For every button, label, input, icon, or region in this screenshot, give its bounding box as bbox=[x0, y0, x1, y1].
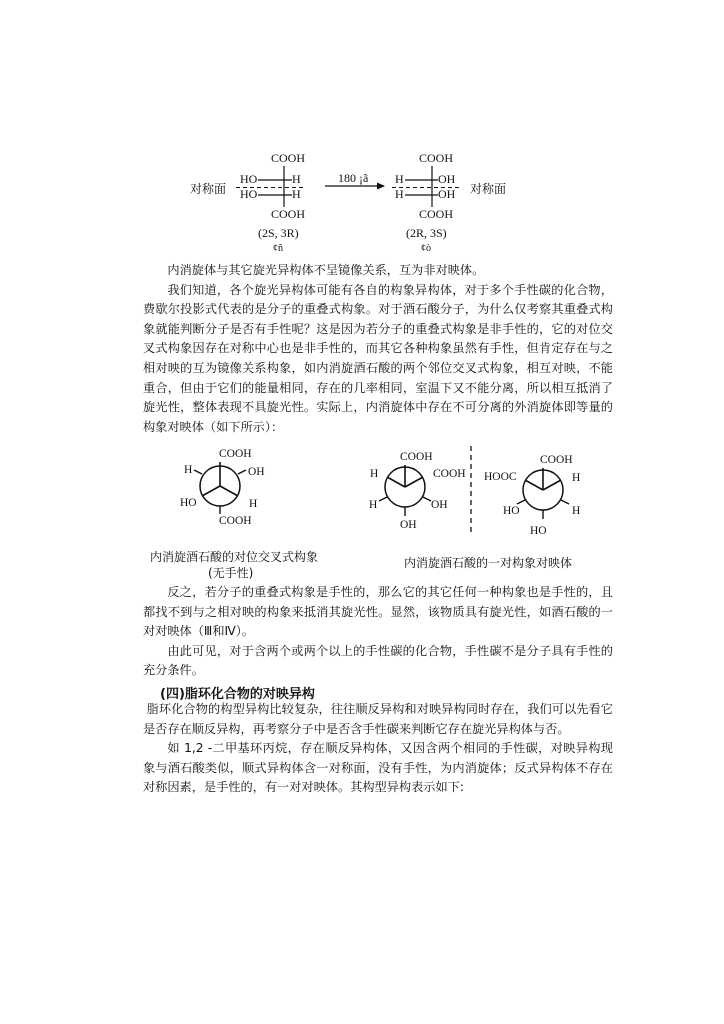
n1-front-right: OH bbox=[248, 466, 265, 478]
fischer-left-config: (2S, 3R) bbox=[258, 226, 299, 240]
n3-front-right: H bbox=[572, 472, 581, 484]
fischer-left-r1-left: HO bbox=[240, 172, 258, 186]
fischer-left-r2-left: HO bbox=[240, 187, 258, 201]
paragraph-block-2 bbox=[143, 583, 613, 681]
newman-3 bbox=[484, 454, 580, 537]
paragraph-block-3 bbox=[143, 700, 613, 798]
fischer-left-r1-right: H bbox=[292, 172, 301, 186]
fischer-right-r2-left: H bbox=[395, 187, 404, 201]
symmetry-plane-label-right: 对称面 bbox=[470, 182, 507, 196]
fischer-right-top: COOH bbox=[419, 151, 454, 165]
rotation-label: 180 ¡ã bbox=[338, 171, 369, 185]
n1-back-right: H bbox=[249, 498, 258, 510]
n2-front-left: H bbox=[370, 468, 379, 480]
n3-front-left: HOOC bbox=[484, 471, 517, 483]
fischer-right-config: (2R, 3S) bbox=[406, 226, 447, 240]
n1-back-left: HO bbox=[180, 497, 197, 509]
n2-top: COOH bbox=[400, 451, 433, 463]
n3-top: COOH bbox=[540, 454, 573, 466]
fischer-right-r1-left: H bbox=[395, 172, 404, 186]
fischer-right-r1-right: OH bbox=[438, 172, 456, 186]
n2-front-right: COOH bbox=[433, 468, 466, 480]
n2-back-left: H bbox=[369, 499, 378, 511]
newman-caption-right: 内消旋酒石酸的一对构象对映体 bbox=[404, 556, 573, 570]
fischer-left-tag: ¢ñ bbox=[273, 243, 283, 254]
paragraph-4: 由此可见，对于含两个或两个以上的手性碳的化合物，手性碳不是分子具有手性的充分条件。 bbox=[143, 643, 613, 678]
n1-top: COOH bbox=[219, 448, 252, 460]
n1-front-left: H bbox=[184, 464, 193, 476]
n3-bottom: HO bbox=[530, 525, 547, 537]
fischer-right-tag: ¢ò bbox=[421, 243, 431, 254]
n3-back-left: HO bbox=[503, 505, 520, 517]
newman-2 bbox=[369, 451, 466, 531]
symmetry-plane-label-left: 对称面 bbox=[190, 182, 227, 196]
newman-1 bbox=[180, 448, 265, 527]
newman-caption-left-1: 内消旋酒石酸的对位交叉式构象 bbox=[150, 550, 319, 564]
newman-caption-left-2: (无手性) bbox=[208, 566, 254, 580]
n2-back-right: OH bbox=[431, 499, 448, 511]
paragraph-3: 反之，若分子的重叠式构象是手性的，那么它的其它任何一种构象也是手性的，且都找不到与之相对映的构象来抵消其旋光性。显然，该物质具有旋光性，如酒石酸的一对对映体（Ⅲ和Ⅳ）。 bbox=[143, 585, 613, 639]
n2-bottom: OH bbox=[400, 519, 417, 531]
paragraph-6: 如 1,2 -二甲基环丙烷，存在顺反异构体，又因含两个相同的手性碳，对映异构现象与酒石酸类似，顺式异构体含一对称面，没有手性，为内消旋体；反式异构体不存在对称因素，是手性的，有一对对映体。其构型异构表示如下: bbox=[143, 741, 613, 795]
paragraph-2: 我们知道，各个旋光异构体可能有各自的构象异构体，对于多个手性碳的化合物，费歇尔投影式代表的是分子的重叠式构象。对于酒石酸分子，为什么仅考察其重叠式构象就能判断分子是否有手性呢？这是因为若分子的重叠式构象是非手性的，它的对位交叉式构象因存在对称中心也是非手性的，而其它各种构象虽然有手性，但肯定存在与之相对映的互为镜像关系构象，如内消旋酒石酸的两个邻位交叉式构象，相互对映，不能重合，但由于它们的能量相同，存在的几率相同，室温下又不能分离，所以相互抵消了旋光性，整体表现不具旋光性。实际上，内消旋体中存在不可分离的外消旋体即等量的构象对映体（如下所示）： bbox=[143, 282, 613, 434]
section-heading: (四)脂环化合物的对映异构 bbox=[160, 687, 315, 702]
paragraph-1: 内消旋体与其它旋光异构体不呈镜像关系，互为非对映体。 bbox=[167, 263, 485, 277]
n3-back-right: H bbox=[572, 505, 581, 517]
fischer-right-bottom: COOH bbox=[419, 207, 454, 221]
fischer-right-r2-right: OH bbox=[438, 187, 456, 201]
paragraph-5: 脂环化合物的构型异构比较复杂，往往顺反异构和对映异构同时存在，我们可以先看它是否存在顺反异构，再考察分子中是否含手性碳来判断它存在旋光异构体与否。 bbox=[143, 702, 613, 736]
n1-bottom: COOH bbox=[219, 515, 252, 527]
fischer-left-bottom: COOH bbox=[271, 207, 306, 221]
fischer-left-top: COOH bbox=[271, 151, 306, 165]
fischer-left-r2-right: H bbox=[292, 187, 301, 201]
